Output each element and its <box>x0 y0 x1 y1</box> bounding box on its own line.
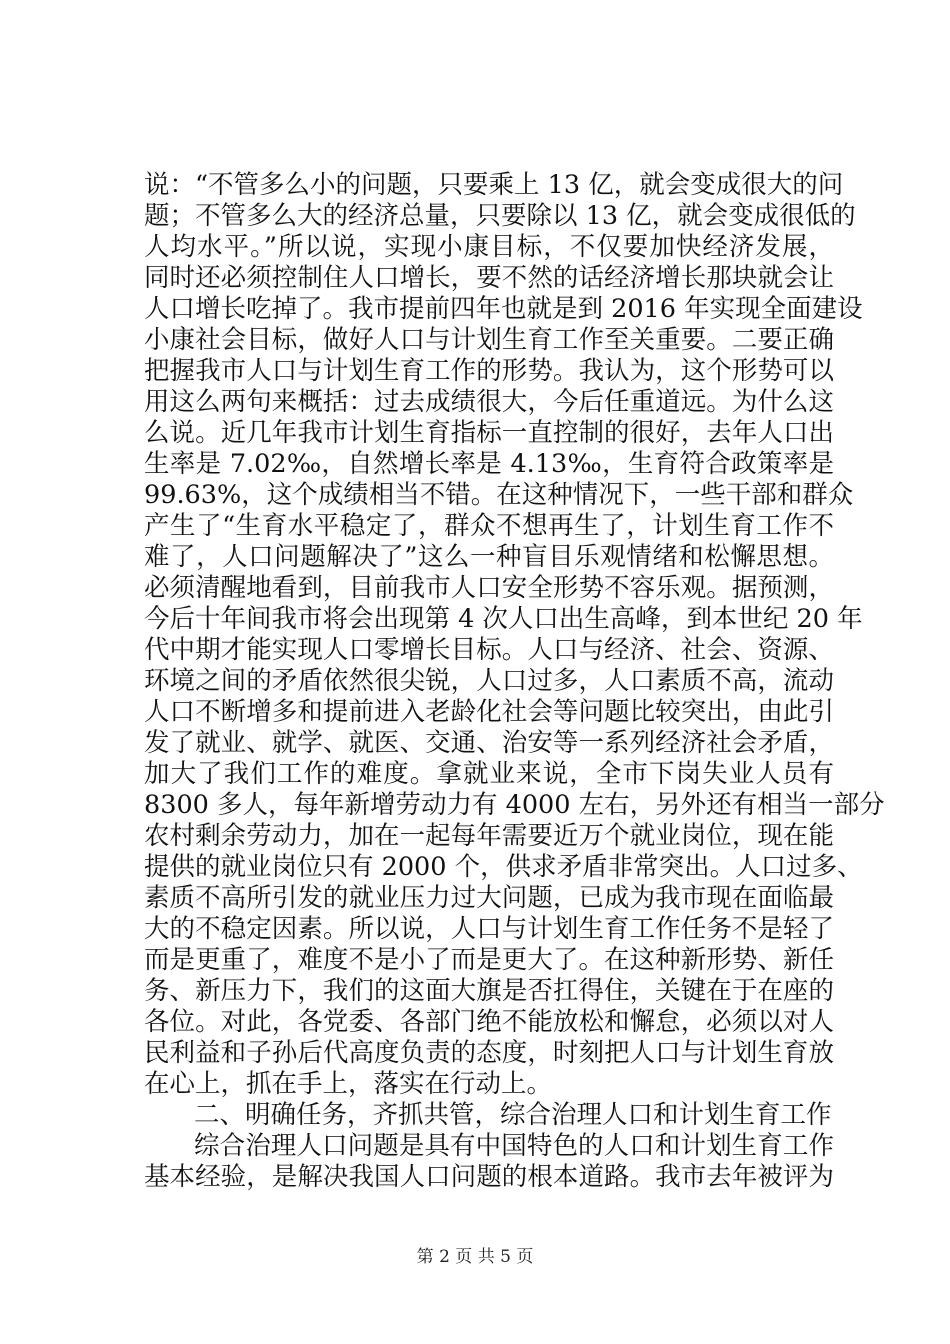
text-line: 难了，人口问题解决了”这么一种盲目乐观情绪和松懈思想。 <box>144 542 834 572</box>
text-line: 大的不稳定因素。所以说，人口与计划生育工作任务不是轻了 <box>144 914 834 944</box>
section-heading: 二、明确任务，齐抓共管，综合治理人口和计划生育工作 <box>194 1100 832 1130</box>
text-line: 环境之间的矛盾依然很尖锐，人口过多，人口素质不高，流动 <box>144 666 834 696</box>
text-line: 题；不管多么大的经济总量，只要除以 13 亿，就会变成很低的 <box>144 201 856 231</box>
text-line: 而是更重了，难度不是小了而是更大了。在这种新形势、新任 <box>144 945 834 975</box>
text-line: 说：“不管多么小的问题，只要乘上 13 亿，就会变成很大的问 <box>144 170 844 200</box>
text-line: 素质不高所引发的就业压力过大问题，已成为我市现在面临最 <box>144 883 834 913</box>
text-line: 生率是 7.02‰，自然增长率是 4.13‰，生育符合政策率是 <box>144 449 834 479</box>
text-line: 么说。近几年我市计划生育指标一直控制的很好，去年人口出 <box>144 418 834 448</box>
text-line: 人口增长吃掉了。我市提前四年也就是到 2016 年实现全面建设 <box>144 294 863 324</box>
text-line: 在心上，抓在手上，落实在行动上。 <box>144 1069 553 1099</box>
body-text <box>144 170 885 1193</box>
text-line: 今后十年间我市将会出现第 4 次人口出生高峰，到本世纪 20 年 <box>144 604 863 634</box>
text-line: 加大了我们工作的难度。拿就业来说，全市下岗失业人员有 <box>144 759 834 789</box>
text-line: 代中期才能实现人口零增长目标。人口与经济、社会、资源、 <box>144 635 834 665</box>
text-line: 发了就业、就学、就医、交通、治安等一系列经济社会矛盾， <box>144 728 834 758</box>
text-line: 民利益和子孙后代高度负责的态度，时刻把人口与计划生育放 <box>144 1038 834 1068</box>
text-line: 农村剩余劳动力，加在一起每年需要近万个就业岗位，现在能 <box>144 821 834 851</box>
text-line: 务、新压力下，我们的这面大旗是否扛得住，关键在于在座的 <box>144 976 834 1006</box>
text-line: 同时还必须控制住人口增长，要不然的话经济增长那块就会让 <box>144 263 834 293</box>
text-line: 用这么两句来概括：过去成绩很大，今后任重道远。为什么这 <box>144 387 834 417</box>
page-number-footer: 第 2 页 共 5 页 <box>416 1247 534 1267</box>
text-line: 提供的就业岗位只有 2000 个，供求矛盾非常突出。人口过多、 <box>144 852 863 882</box>
text-line: 人口不断增多和提前进入老龄化社会等问题比较突出，由此引 <box>144 697 834 727</box>
text-line: 99.63%，这个成绩相当不错。在这种情况下，一些干部和群众 <box>144 480 854 510</box>
text-line: 小康社会目标，做好人口与计划生育工作至关重要。二要正确 <box>144 325 834 355</box>
text-line: 必须清醒地看到，目前我市人口安全形势不容乐观。据预测， <box>144 573 834 603</box>
text-line: 人均水平。”所以说，实现小康目标，不仅要加快经济发展， <box>144 232 834 262</box>
text-line: 基本经验，是解决我国人口问题的根本道路。我市去年被评为 <box>144 1162 834 1192</box>
text-line: 综合治理人口问题是具有中国特色的人口和计划生育工作 <box>194 1131 834 1161</box>
text-line: 8300 多人，每年新增劳动力有 4000 左右，另外还有相当一部分 <box>144 790 885 820</box>
text-line: 把握我市人口与计划生育工作的形势。我认为，这个形势可以 <box>144 356 834 386</box>
text-line: 各位。对此，各党委、各部门绝不能放松和懈怠，必须以对人 <box>144 1007 834 1037</box>
text-line: 产生了“生育水平稳定了，群众不想再生了，计划生育工作不 <box>144 511 834 541</box>
